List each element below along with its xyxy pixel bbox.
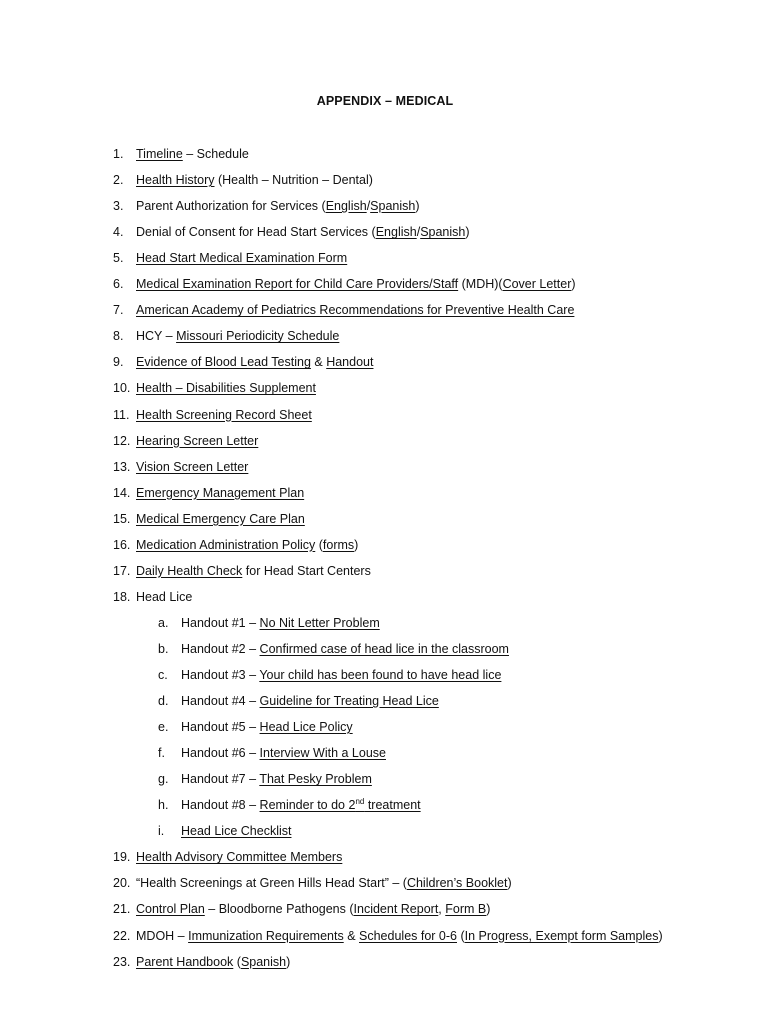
link-text: Head Lice Policy <box>259 720 353 735</box>
item-text: Handout #7 – <box>181 772 260 787</box>
link-text: Control Plan <box>136 902 205 917</box>
document-link[interactable] <box>136 460 248 474</box>
document-link[interactable] <box>445 902 486 916</box>
item-number: 23. <box>113 954 131 969</box>
item-text: Handout #1 – <box>181 615 260 630</box>
link-text: No Nit Letter Problem <box>259 615 380 630</box>
sub-item-content <box>181 770 372 788</box>
document-link[interactable] <box>136 381 316 395</box>
sub-item-letter: g. <box>158 772 169 787</box>
item-content <box>136 197 420 215</box>
link-text: Daily Health Check <box>136 563 243 578</box>
link-text: Medication Administration Policy <box>136 537 316 552</box>
item-text: , <box>438 902 446 917</box>
sub-item-letter: a. <box>158 615 169 630</box>
link-text: Spanish <box>240 954 287 969</box>
link-text: Health Advisory Committee Members <box>136 850 343 865</box>
link-text: Spanish <box>370 199 416 214</box>
document-link[interactable] <box>260 616 380 630</box>
document-link[interactable] <box>326 355 373 369</box>
document-link[interactable] <box>136 147 183 161</box>
item-number: 19. <box>113 850 131 865</box>
item-content <box>136 301 574 319</box>
item-content <box>136 379 316 397</box>
link-text: In Progress, Exempt form Samples <box>464 928 659 943</box>
link-text: Guideline for Treating Head Lice <box>259 694 439 709</box>
item-content <box>136 171 373 189</box>
page-title: APPENDIX – MEDICAL <box>316 94 454 108</box>
item-content <box>136 275 576 293</box>
item-number: 1. <box>113 147 124 161</box>
item-number: 16. <box>113 537 131 552</box>
item-text: & <box>310 355 327 370</box>
link-text: treatment <box>364 798 421 813</box>
item-number: 3. <box>113 199 124 214</box>
document-link[interactable] <box>260 694 439 708</box>
link-text: Medical Emergency Care Plan <box>136 511 305 526</box>
item-text: (Health – Nutrition – Dental) <box>214 173 373 188</box>
item-content <box>136 484 304 502</box>
item-content <box>136 510 305 528</box>
sub-item-content <box>181 796 421 814</box>
item-text: – Schedule <box>182 147 249 161</box>
item-number: 10. <box>113 381 131 396</box>
sub-item-letter: c. <box>158 668 168 682</box>
link-text: English <box>325 199 367 214</box>
link-text: Immunization Requirements <box>188 928 344 943</box>
document-link[interactable] <box>260 798 421 812</box>
link-text: Health History <box>136 173 215 188</box>
link-text: Schedules for 0-6 <box>359 928 457 943</box>
superscript: nd <box>355 797 365 807</box>
item-text: Handout #5 – <box>181 720 260 735</box>
link-text: Hearing Screen Letter <box>136 433 259 448</box>
document-link[interactable] <box>354 902 439 916</box>
sub-item-letter: b. <box>158 641 169 656</box>
link-text: That Pesky Problem <box>259 772 372 787</box>
item-content <box>136 432 258 450</box>
document-link[interactable] <box>465 929 659 943</box>
item-number: 2. <box>113 173 124 188</box>
item-number: 7. <box>113 303 124 318</box>
item-text: Head Lice <box>136 589 193 604</box>
link-text: Handout <box>326 355 374 370</box>
document-link[interactable] <box>136 955 233 969</box>
sub-item-content <box>181 692 439 710</box>
item-text: ) <box>465 225 470 240</box>
item-content <box>136 223 470 241</box>
item-text: & <box>343 928 360 943</box>
document-link[interactable] <box>420 225 465 239</box>
sub-item-content <box>181 666 501 684</box>
document-link[interactable] <box>136 251 347 265</box>
link-text: Health Screening Record Sheet <box>136 407 312 422</box>
link-text: Emergency Management Plan <box>136 485 305 500</box>
document-link[interactable] <box>136 408 312 422</box>
item-number: 17. <box>113 563 131 578</box>
item-text: “Health Screenings at Green Hills Head Start” – ( <box>136 876 407 891</box>
item-text: ) <box>658 928 663 943</box>
item-text: ( <box>457 928 465 943</box>
document-link[interactable] <box>136 355 311 369</box>
document-link[interactable] <box>188 929 344 943</box>
item-text: ) <box>415 199 420 214</box>
item-number: 15. <box>113 511 131 526</box>
item-content <box>136 848 342 866</box>
item-number: 14. <box>113 485 131 500</box>
item-content <box>136 927 663 945</box>
link-text: Form B <box>445 902 487 917</box>
item-number: 9. <box>113 355 124 370</box>
item-content <box>136 458 248 476</box>
document-link[interactable] <box>136 538 315 552</box>
link-text: Your child has been found to have head lice <box>259 668 502 682</box>
item-text: ) <box>571 277 576 292</box>
sub-item-letter: d. <box>158 694 169 709</box>
item-text: MDOH – <box>136 928 189 943</box>
document-link[interactable] <box>136 902 205 916</box>
item-text: ) <box>486 902 491 917</box>
item-number: 18. <box>113 589 131 604</box>
item-text: ) <box>507 876 512 891</box>
item-content <box>136 249 347 267</box>
document-link[interactable] <box>359 929 457 943</box>
item-content <box>136 588 192 606</box>
link-text: Vision Screen Letter <box>136 459 249 474</box>
item-text: ( <box>315 537 323 552</box>
item-text: ) <box>286 954 291 969</box>
document-link[interactable] <box>503 277 572 291</box>
sub-item-content <box>181 744 386 762</box>
document-link[interactable] <box>259 668 501 682</box>
item-number: 8. <box>113 329 124 344</box>
document-link[interactable] <box>136 277 458 291</box>
item-number: 20. <box>113 876 131 891</box>
document-link[interactable] <box>136 486 304 500</box>
link-text: English <box>375 225 417 240</box>
item-text: Denial of Consent for Head Start Services ( <box>136 225 376 240</box>
item-number: 6. <box>113 277 124 292</box>
item-number: 12. <box>113 433 131 448</box>
item-content <box>136 353 373 371</box>
document-link[interactable] <box>241 955 286 969</box>
link-text: Head Lice Checklist <box>181 824 292 839</box>
item-number: 22. <box>113 928 131 943</box>
link-text: Timeline <box>136 147 183 161</box>
item-content <box>136 536 358 554</box>
link-text: Confirmed case of head lice in the classroom <box>259 641 509 656</box>
link-text: Missouri Periodicity Schedule <box>176 329 340 344</box>
document-link[interactable] <box>407 876 508 890</box>
item-number: 21. <box>113 902 131 917</box>
item-content <box>136 327 339 345</box>
item-text: ) <box>354 537 359 552</box>
sub-item-letter: h. <box>158 798 169 813</box>
link-text: forms <box>322 537 355 552</box>
sub-item-content <box>181 640 509 658</box>
link-text: Medical Examination Report for Child Care Providers/Staff <box>136 277 459 292</box>
document-link[interactable] <box>260 720 353 734</box>
item-content <box>136 953 290 971</box>
document-link[interactable] <box>260 642 509 656</box>
item-text: for Head Start Centers <box>242 563 371 578</box>
item-number: 5. <box>113 251 124 266</box>
document-link[interactable] <box>326 199 367 213</box>
document-link[interactable] <box>370 199 415 213</box>
link-text: Head Start Medical Examination Form <box>136 251 348 266</box>
link-text: Cover Letter <box>502 277 572 292</box>
link-text: Spanish <box>420 225 466 240</box>
item-text: (MDH)( <box>458 277 503 292</box>
item-content <box>136 562 371 580</box>
item-text: Handout #4 – <box>181 694 260 709</box>
document-link[interactable] <box>376 225 417 239</box>
item-text: HCY – <box>136 329 177 344</box>
item-content <box>136 406 312 424</box>
document-link[interactable] <box>181 824 291 838</box>
item-number: 13. <box>113 459 131 474</box>
item-text: Handout #6 – <box>181 746 260 761</box>
item-content <box>136 900 490 918</box>
item-text: / <box>366 199 371 214</box>
link-text: Children’s Booklet <box>406 876 508 891</box>
link-text: Interview With a Louse <box>259 746 386 761</box>
item-number: 4. <box>113 225 124 240</box>
link-text: Reminder to do 2 <box>259 798 356 813</box>
item-content <box>136 145 249 163</box>
link-text: American Academy of Pediatrics Recommendations for Preventive Health Care <box>136 303 575 318</box>
document-link[interactable] <box>136 564 242 578</box>
item-text: Handout #8 – <box>181 798 260 813</box>
document-link[interactable] <box>136 173 215 187</box>
document-link[interactable] <box>136 434 258 448</box>
document-link[interactable] <box>260 746 386 760</box>
item-text: Handout #3 – <box>181 668 260 682</box>
item-number: 11. <box>113 407 130 422</box>
item-text: Parent Authorization for Services ( <box>136 199 326 214</box>
link-text: Incident Report <box>353 902 439 917</box>
item-text: Handout #2 – <box>181 641 260 656</box>
sub-item-content <box>181 718 353 736</box>
item-content <box>136 874 512 892</box>
sub-item-content <box>181 822 291 840</box>
item-text: – Bloodborne Pathogens ( <box>204 902 354 917</box>
link-text: Parent Handbook <box>136 954 234 969</box>
document-link[interactable] <box>323 538 354 552</box>
document-link[interactable] <box>136 303 574 317</box>
item-text: / <box>416 225 421 240</box>
document-link[interactable] <box>259 772 372 786</box>
document-link[interactable] <box>136 850 342 864</box>
document-link[interactable] <box>176 329 339 343</box>
sub-item-letter: i. <box>158 824 165 839</box>
link-text: Health – Disabilities Supplement <box>136 381 316 396</box>
document-link[interactable] <box>136 512 305 526</box>
link-text: Evidence of Blood Lead Testing <box>136 355 311 370</box>
sub-item-content <box>181 614 380 632</box>
item-text: ( <box>233 954 241 969</box>
sub-item-letter: f. <box>158 746 165 761</box>
sub-item-letter: e. <box>158 720 169 735</box>
